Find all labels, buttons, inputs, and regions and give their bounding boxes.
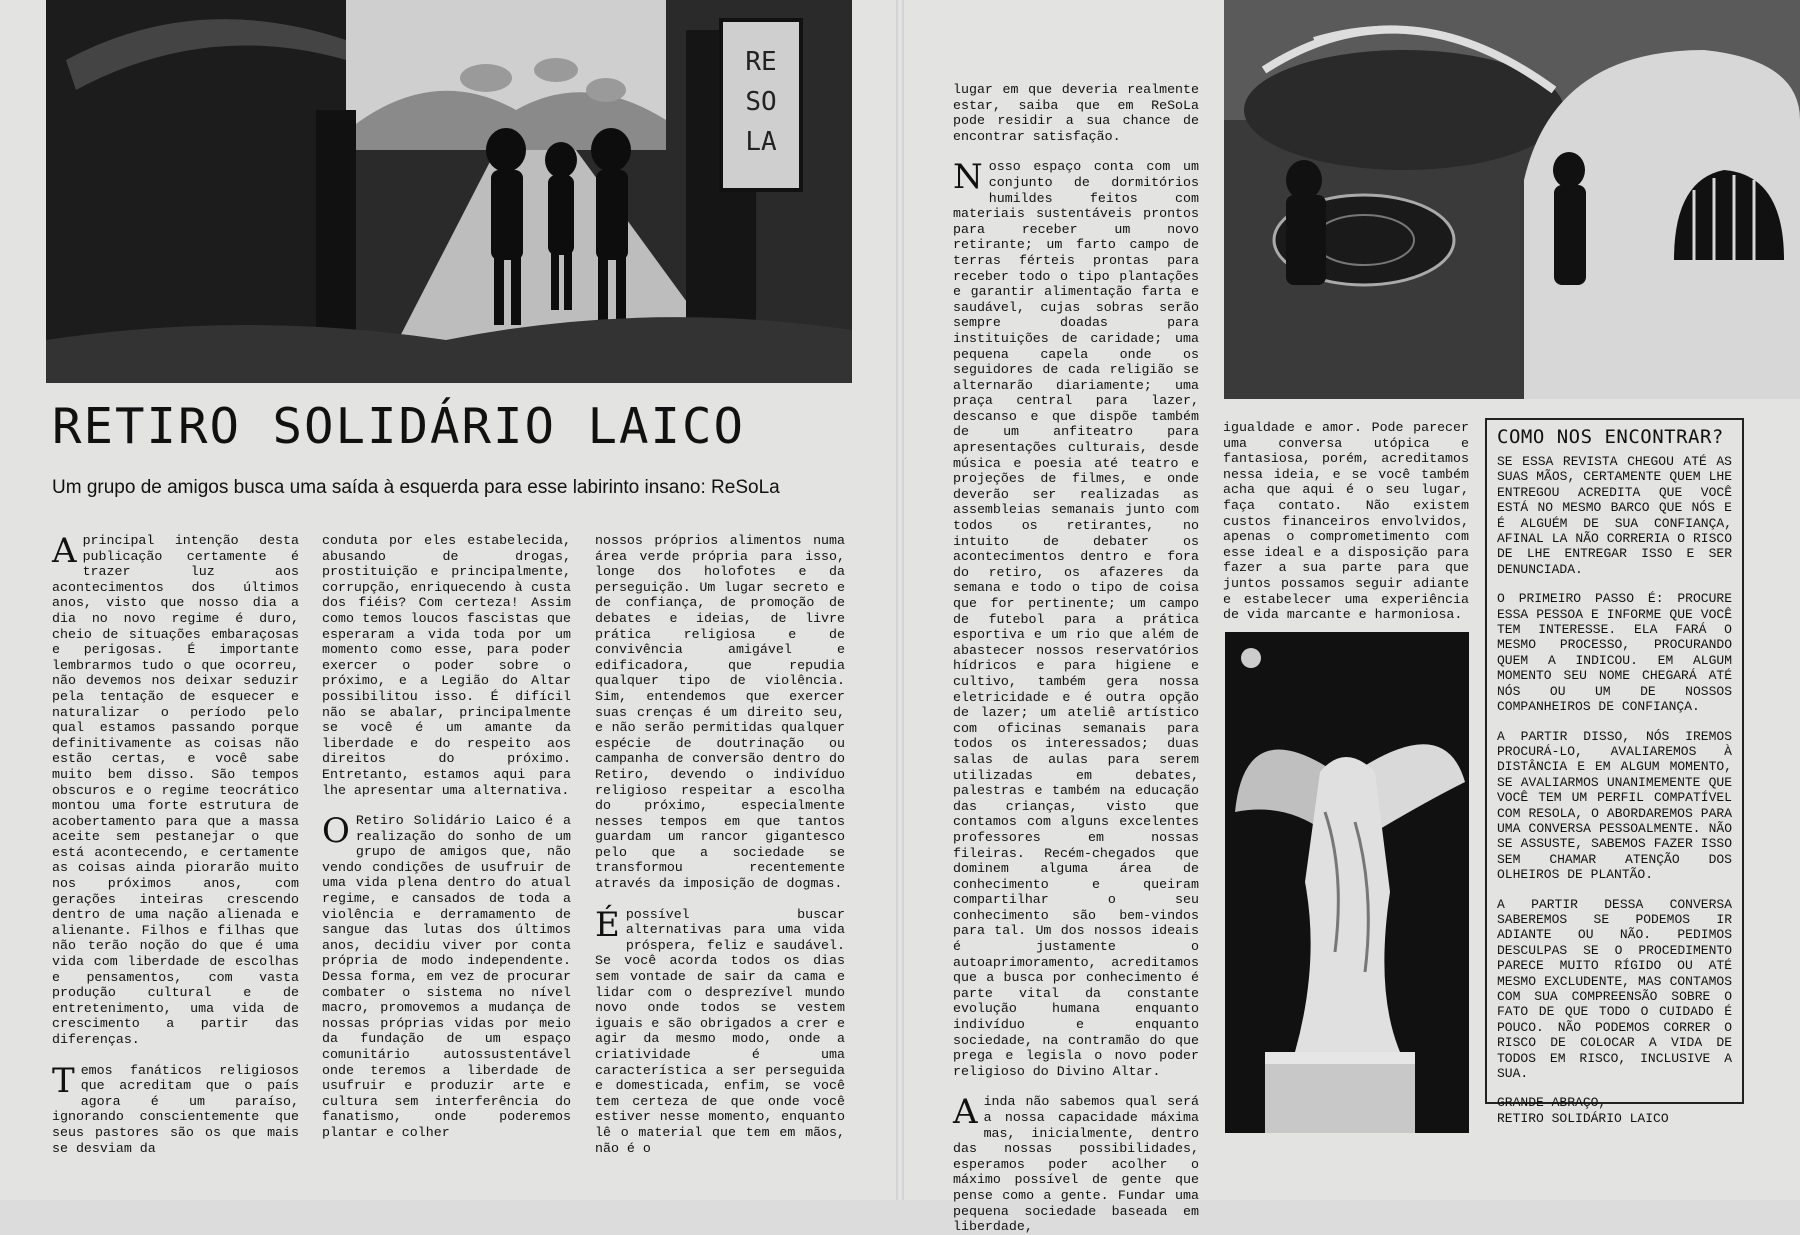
drop-cap: A [953, 1092, 978, 1133]
paragraph-text: principal intenção desta publicação certamente é trazer luz aos acontecimentos dos últimos anos, visto que nosso dia a dia no novo regime é duro, cheio de situações embaraçosas e perigosas. É importante lembrarmos tudo o que ocorreu, não devemos nos deixar seduzir pela tentação de esquecer e naturalizar o período pelo qual estamos passando porque definitivamente as coisas não estão certas, e você sabe muito bem disso. São tempos obscuros e o regime teocrático montou uma forte estrutura de acobertamento para que a massa aceite sem pestanejar o que está acontecendo, e certamente as coisas ainda piorarão muito nos próximos anos, com gerações inteiras crescendo dentro de uma nação alienada e alienante. Filhos e filhas que não terão noção do que é uma vida com liberdade de escolhas e pensamentos, com vasta produção cultural e de entretenimento, uma vida de crescimento a partir das diferenças. [52, 533, 299, 1047]
signature [1497, 1095, 1732, 1126]
drop-cap: É [595, 904, 620, 945]
paragraph-text: osso espaço conta com um conjunto de dormitórios humildes feitos com materiais sustentáveis prontos para receber um novo retirante; um farto campo de terras férteis prontas para receber todo o tipo plantações e garantir alimentação farta e saudável, cujas sobras serão sempre doadas para instituições de caridade; uma pequena capela onde os seguidores de cada religião se alternarão diariamente; uma praça central para lazer, descanso e que dispõe também de um anfiteatro para apresentações culturais, desde música e poesia até teatro e projeções de filmes, e onde deverão ser realizadas as assembleias semanais junto com todos os retirantes, no intuito de debater os acontecimentos dentro e fora do retiro, os afazeres da semana e todo o tipo de coisa que for pertinente; um campo de futebol para a prática esportiva e um rio que além de abastecer nossos reservatórios hídricos e para higiene e cultivo, também gera nossa eletricidade e é outra opção de lazer; um ateliê artístico com oficinas semanais para todos os interessados; duas salas de aulas para serem utilizadas em debates, palestras e também na educação das crianças, visto que contamos com alguns excelentes professores em nossas fileiras. Recém-chegados que dominem alguma área de conhecimento e queiram compartilhar o seu conhecimento são bem-vindos para tal. Um dos nossos ideais é justamente o autoaprimoramento, acreditamos que a busca por conhecimento é parte vital da constante evolução humana enquanto indivíduo e enquanto sociedade, na contramão do que prega e legisla o novo poder religioso do Divino Altar. [953, 159, 1199, 1079]
article-paragraph [953, 82, 1199, 144]
box-paragraph: O PRIMEIRO PASSO É: PROCURE ESSA PESSOA E INFORME QUE VOCÊ TEM INTERESSE. ELA FARÁ O MESMO PROCESSO, PROCURANDO QUEM A INDICOU. EM ALGUM MOMENTO SEU NOME CHEGARÁ ATÉ NÓS OU UM DE NOSSOS COMPANHEIROS DE CONFIANÇA. [1497, 591, 1732, 715]
article-column-4 [953, 82, 1199, 1235]
article-paragraph [953, 1094, 1199, 1234]
article-paragraph [595, 533, 845, 892]
how-to-find-us-box [1485, 418, 1744, 1126]
article-title: RETIRO SOLIDÁRIO LAICO [52, 398, 746, 455]
gate-illustration [46, 0, 852, 383]
article-paragraph [322, 813, 571, 1140]
paragraph-text: lugar em que deveria realmente estar, saiba que em ReSoLa pode residir a sua chance de encontrar satisfação. [953, 82, 1199, 144]
svg-text:RE: RE [745, 47, 777, 77]
paragraph-text: inda não sabemos qual será a nossa capacidade máxima mas, inicialmente, dentro das nossas possibilidades, esperamos poder acolher o máximo possível de gente que pense como a gente. Fundar uma pequena sociedade baseada em liberdade, [953, 1094, 1199, 1235]
box-title: COMO NOS ENCONTRAR? [1497, 426, 1724, 448]
paragraph-text: possível buscar alternativas para uma vida próspera, feliz e saudável. Se você acorda todos os dias sem vontade de sair da cama e lidar com o desprezível mundo novo onde todos se vestem iguais e são obrigados a crer e agir da mesmo modo, onde a criatividade é uma característica a ser perseguida e domesticada, enfim, se você tem certeza de que onde você estiver nesse momento, enquanto lê o material que tem em mãos, não é o [595, 906, 845, 1156]
box-paragraph: A PARTIR DESSA CONVERSA SABEREMOS SE PODEMOS IR ADIANTE OU NÃO. PEDIMOS DESCULPAS SE O PROCEDIMENTO PARECE MUITO RÍGIDO OU ATÉ MESMO EXCLUDENTE, MAS CONTAMOS COM SUA COMPREENSÃO SOBRE O FATO DE QUE TODO O CUIDADO É POUCO. NÃO PODEMOS CORRER O RISCO DE COLOCAR A VIDA DE TODOS EM RISCO, INCLUSIVE A SUA. [1497, 896, 1732, 1082]
article-paragraph [953, 159, 1199, 1079]
paragraph-text: emos fanáticos religiosos que acreditam que o país agora é um paraíso, ignorando conscientemente que seus pastores são os que mais se desviam da [52, 1062, 299, 1156]
magazine-spine [896, 0, 904, 1200]
article-paragraph [52, 1060, 299, 1157]
box-paragraph: A PARTIR DISSO, NÓS IREMOS PROCURÁ-LO, AVALIAREMOS À DISTÂNCIA E EM ALGUM MOMENTO, SE AVALIARMOS UNANIMEMENTE QUE VOCÊ TEM UM PERFIL COMPATÍVEL COM RESOLA, O ABORDAREMOS PARA UMA CONVERSA PESSOALMENTE. NÃO SE ASSUSTE, SABEMOS FAZER ISSO SEM CHAMAR ATENÇÃO DOS OLHEIROS DE PLANTÃO. [1497, 728, 1732, 883]
article-paragraph [595, 904, 845, 1157]
article-paragraph [322, 533, 571, 798]
article-column-5 [1223, 420, 1469, 623]
drop-cap: O [322, 811, 350, 852]
drop-cap: N [953, 157, 983, 198]
article-column-2 [322, 533, 571, 1140]
paragraph-text: conduta por eles estabelecida, abusando de drogas, prostituição e principalmente, corrupção, enriquecendo à custa dos fiéis? Com certeza! Assim como temos loucos fascistas que esperaram a vida toda por um momento como esse, para poder exercer o poder sobre o próximo, e a Legião do Altar possibilitou isso. É difícil não se abalar, principalmente se você é um amante da liberdade e do respeito aos direitos do próximo. Entretanto, estamos aqui para lhe apresentar uma alternativa. [322, 533, 571, 798]
paragraph-text: Retiro Solidário Laico é a realização do sonho de um grupo de amigos que, não vendo condições de usufruir de uma vida plena dentro do atual regime, e cansados de toda a violência e derramamento de sangue das lutas dos últimos anos, decidiu viver por conta própria de modo independente. Dessa forma, em vez de procurar combater o sistema no nível macro, promovemos a mudança de nossas próprias vidas por meio da fundação de um espaço comunitário autossustentável onde teremos a liberdade de usufruir e produzir arte e cultura sem interferência do fanatismo, onde poderemos plantar e colher [322, 813, 571, 1140]
domes-illustration [1224, 0, 1800, 399]
signature-name: RETIRO SOLIDÁRIO LAICO [1497, 1110, 1669, 1126]
winged-statue-illustration [1225, 632, 1469, 1133]
article-column-3 [595, 533, 845, 1156]
article-paragraph [1223, 420, 1469, 623]
article-subtitle: Um grupo de amigos busca uma saída à esquerda para esse labirinto insano: ReSoLa [52, 477, 780, 498]
paragraph-text: igualdade e amor. Pode parecer uma conversa utópica e fantasiosa, porém, acreditamos nessa ideia, e se você também acha que aqui é o seu lugar, faça contato. Não existem custos financeiros envolvidos, apenas o comprometimento com esse ideal e a disposição para fazer a sua parte para que juntos possamos seguir adiante e estabelecer uma experiência de vida marcante e harmoniosa. [1223, 420, 1469, 623]
drop-cap: T [52, 1060, 75, 1101]
article-paragraph [52, 533, 299, 1048]
svg-text:SO: SO [745, 87, 777, 117]
article-column-1 [52, 531, 299, 1156]
svg-text:LA: LA [745, 127, 777, 157]
signature-greeting: GRANDE ABRAÇO, [1497, 1095, 1607, 1111]
drop-cap: A [52, 531, 77, 571]
paragraph-text: nossos próprios alimentos numa área verde própria para isso, longe dos holofotes e da perseguição. Um lugar secreto e de confiança, de promoção de debates e ideias, de livre prática religiosa e de convivência amigável e edificadora, que repudia qualquer tipo de violência. Sim, entendemos que exercer suas crenças é um direito seu, e não serão permitidas qualquer espécie de doutrinação ou campanha de conversão dentro do Retiro, devendo o indivíduo religioso respeitar a escolha do próximo, especialmente nesses tempos em que tantos guardam um rancor gigantesco pelo que a sociedade se transformou recentemente através da imposição de dogmas. [595, 533, 845, 892]
box-paragraph: SE ESSA REVISTA CHEGOU ATÉ AS SUAS MÃOS, CERTAMENTE QUEM LHE ENTREGOU ACREDITA QUE VOCÊ ESTÁ NO MESMO BARCO QUE NÓS E É ALGUÉM DE SUA CONFIANÇA, AFINAL LA NÃO CORRERIA O RISCO DE LHE ENTREGAR ISSO E SER DENUNCIADA. [1497, 454, 1732, 577]
